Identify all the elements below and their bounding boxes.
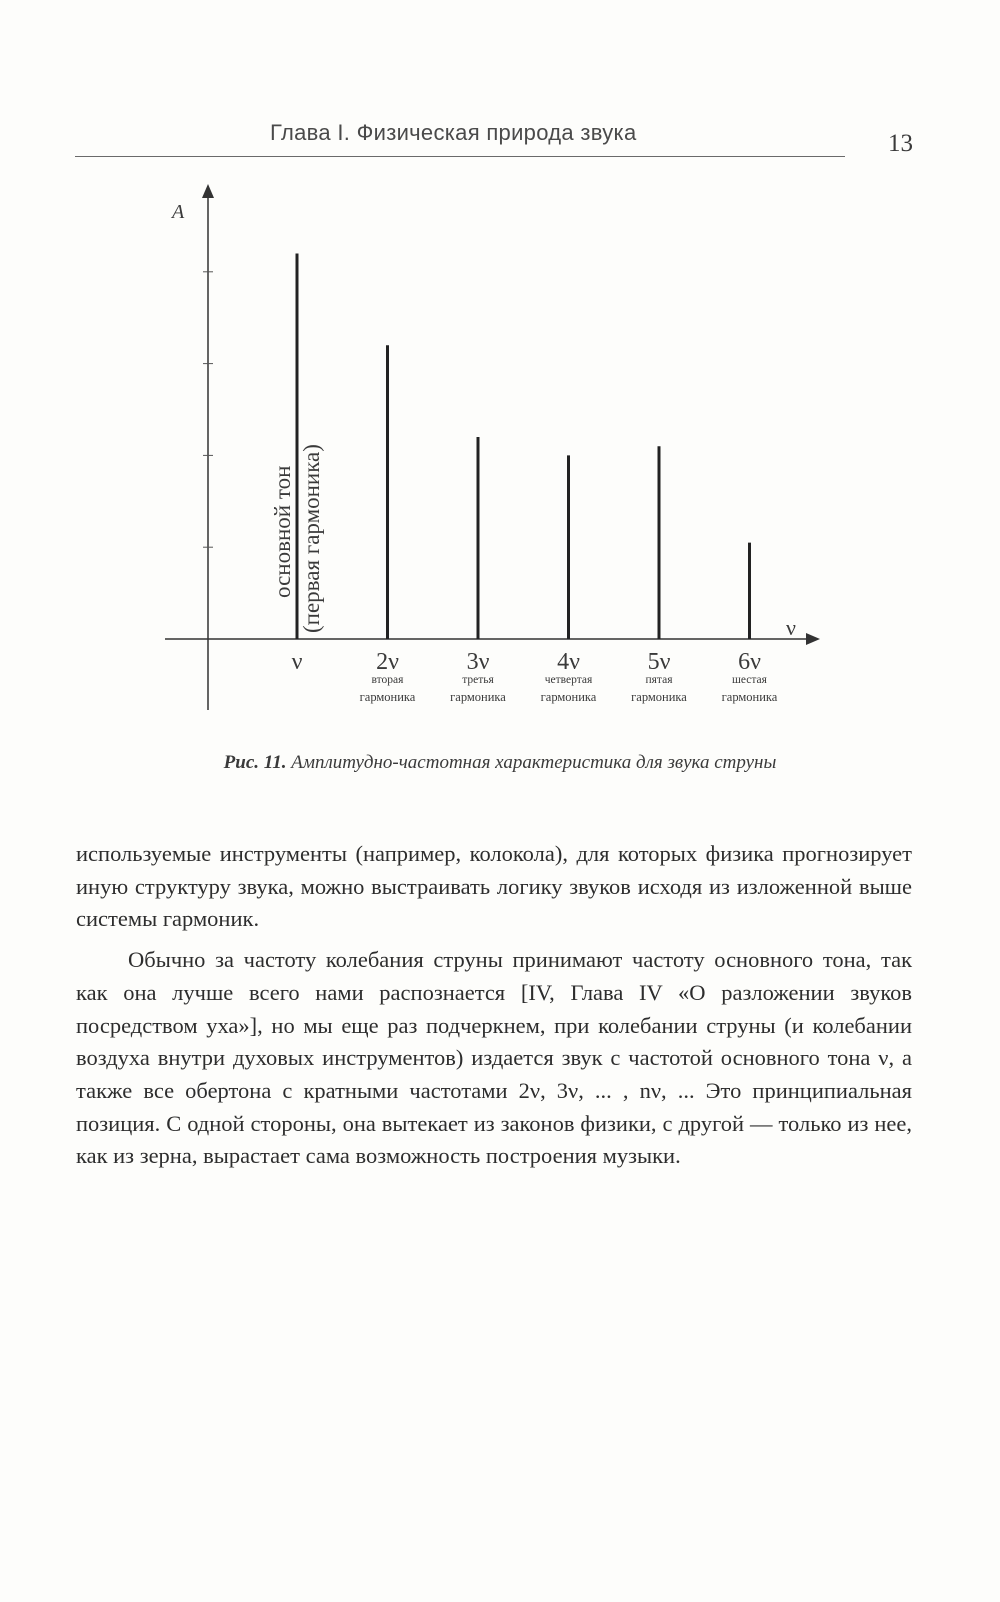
x-tick-label: 2ν	[376, 649, 399, 675]
harmonic-ordinal-label: четвертая	[544, 674, 593, 686]
y-axis-label: A	[172, 201, 185, 223]
harmonic-word-label: гармоника	[631, 690, 687, 704]
harmonic-word-label: гармоника	[450, 690, 506, 704]
x-tick-label: 4ν	[557, 649, 580, 675]
paragraph-2: Обычно за частоту колебания струны принимают частоту основного тона, так как она лучше всего нами распознается [IV, Глава IV «О разложении звуков посредством уха»], но мы еще раз подчеркнем, при колебании струны (и колебании воздуха внутри духовых инструментов) издается звук с частотой основного тона ν, а также все обертона с кратными частотами 2ν, 3ν, ... , nν, ... Это принципиальная позиция. С одной стороны, она вытекает из законов физики, с другой — только из нее, как из зерна, вырастает сама возможность построения музыки.	[76, 947, 912, 1169]
header-rule	[75, 156, 845, 157]
figure-caption-text: Амплитудно-частотная характеристика для звука струны	[291, 752, 777, 773]
x-tick-label: ν	[291, 649, 303, 675]
page-number: 13	[888, 130, 913, 157]
harmonic-word-label: гармоника	[540, 690, 597, 704]
figure-caption	[0, 752, 1000, 774]
fundamental-label-line1: основной тон	[270, 465, 295, 598]
harmonic-word-label: гармоника	[359, 690, 416, 704]
chapter-title: Глава I. Физическая природа звука	[270, 120, 637, 145]
harmonic-ordinal-label: вторая	[371, 674, 404, 686]
x-tick-label: 5ν	[647, 649, 671, 675]
body-text	[76, 838, 912, 1173]
fundamental-label-line2: (первая гармоника)	[299, 444, 324, 633]
x-axis-label: ν	[786, 615, 796, 640]
harmonic-ordinal-label: пятая	[645, 674, 673, 686]
amplitude-frequency-chart	[0, 180, 1000, 720]
x-tick-label: 3ν	[466, 649, 490, 675]
figure-number: Рис. 11.	[223, 752, 287, 773]
harmonic-word-label: гармоника	[721, 690, 778, 704]
harmonic-ordinal-label: третья	[462, 674, 494, 686]
harmonic-ordinal-label: шестая	[732, 674, 767, 686]
x-axis-arrow	[806, 633, 820, 645]
paragraph-1: используемые инструменты (например, колокола), для которых физика прогнозирует иную структуру звука, можно выстраивать логику звуков исходя из изложенной выше системы гармоник.	[76, 841, 912, 932]
y-axis-arrow	[202, 184, 214, 198]
x-tick-label: 6ν	[738, 649, 761, 675]
